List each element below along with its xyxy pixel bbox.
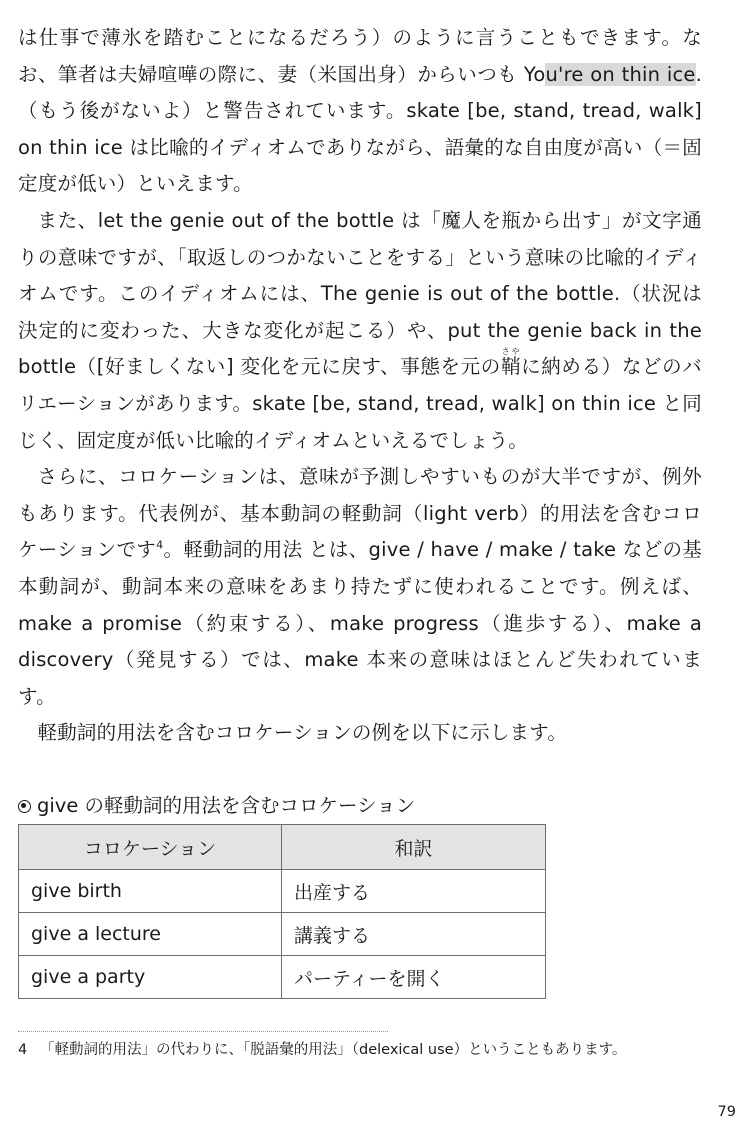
collocation-cell: give birth bbox=[19, 870, 282, 913]
translation-cell: 出産する bbox=[282, 870, 546, 913]
column-header-collocation: コロケーション bbox=[19, 825, 282, 870]
table-row bbox=[19, 870, 546, 913]
footnote-number: 4 bbox=[18, 1042, 28, 1058]
translation-cell: パーティーを開く bbox=[282, 956, 546, 999]
footnote-reference[interactable]: 4 bbox=[156, 538, 164, 552]
paragraph-3-text-a: さらに、コロケーションは、意味が予測しやすいものが大半ですが、例外もあります。代表例が、基本動詞の軽動詞（light verb）的用法を含むコロケーションです bbox=[18, 465, 702, 562]
ruby-base: 鞘 bbox=[500, 355, 522, 379]
paragraph-4: 軽動詞的用法を含むコロケーションの例を以下に示します。 bbox=[37, 721, 568, 745]
paragraph-3 bbox=[18, 459, 702, 715]
paragraph-1-text-a: は仕事で薄氷を踏むことになるだろう）のように言うこともできます。なお、筆者は夫婦喧嘩の際に、妻（米国出身）からいつも Yo bbox=[18, 26, 702, 86]
paragraph-3-text-b: 。軽動詞的用法 とは、give / have / make / take などの基本動詞が、動詞本来の意味をあまり持たずに使われることです。例えば、make a promise（約束する）、make progress（進歩する）、make a discovery（発見する）では、make 本来の意味はほとんど失われています。 bbox=[18, 538, 703, 708]
collocation-cell: give a lecture bbox=[19, 913, 282, 956]
bullet-circle-icon bbox=[18, 800, 31, 813]
column-header-translation: 和訳 bbox=[282, 825, 546, 870]
ruby-word bbox=[500, 347, 522, 379]
collocation-table bbox=[18, 824, 546, 999]
paragraph-2-text-b: に納める）などのバリエーションがあります。skate [be, stand, tread, walk] on thin ice と同じく、固定度が低い比喩的イディオムといえるでしょう。 bbox=[18, 355, 703, 452]
ruby-reading: さや bbox=[500, 347, 521, 357]
highlighted-phrase[interactable]: u're on thin ice bbox=[545, 62, 696, 86]
collocation-cell: give a party bbox=[19, 956, 282, 999]
table-row bbox=[19, 956, 546, 999]
footnote-text: 「軽動詞的用法」の代わりに、「脱語彙的用法」（delexical use）ということもあります。 bbox=[40, 1042, 627, 1058]
page-number: 79 bbox=[717, 1104, 736, 1120]
paragraph-1 bbox=[18, 20, 702, 203]
paragraph-2-text-a: また、let the genie out of the bottle は「魔人を瓶から出す」が文字通りの意味ですが、「取返しのつかないことをする」という意味の比喩的イディオムです。このイディオムには、The genie is out of the bottle.（状況は決定的に変わった、大きな変化が起こる）や、put the genie back in the bottle（[好ましくない] 変化を元に戻す、事態を元の bbox=[18, 208, 702, 379]
footnote bbox=[18, 1039, 718, 1061]
table-title bbox=[18, 793, 415, 819]
table-row bbox=[19, 913, 546, 956]
translation-cell: 講義する bbox=[282, 913, 546, 956]
table-title-text: give の軽動詞的用法を含むコロケーション bbox=[37, 794, 416, 817]
footnote-divider bbox=[18, 1031, 388, 1032]
table-header-row bbox=[19, 825, 546, 870]
paragraph-1-text-b: .（もう後がないよ）と警告されています。skate [be, stand, tread, walk] on thin ice は比喩的イディオムでありながら、語彙的な自由度が高い（＝固定度が低い）といえます。 bbox=[18, 62, 702, 196]
body-text bbox=[18, 20, 702, 752]
paragraph-2 bbox=[18, 203, 702, 459]
